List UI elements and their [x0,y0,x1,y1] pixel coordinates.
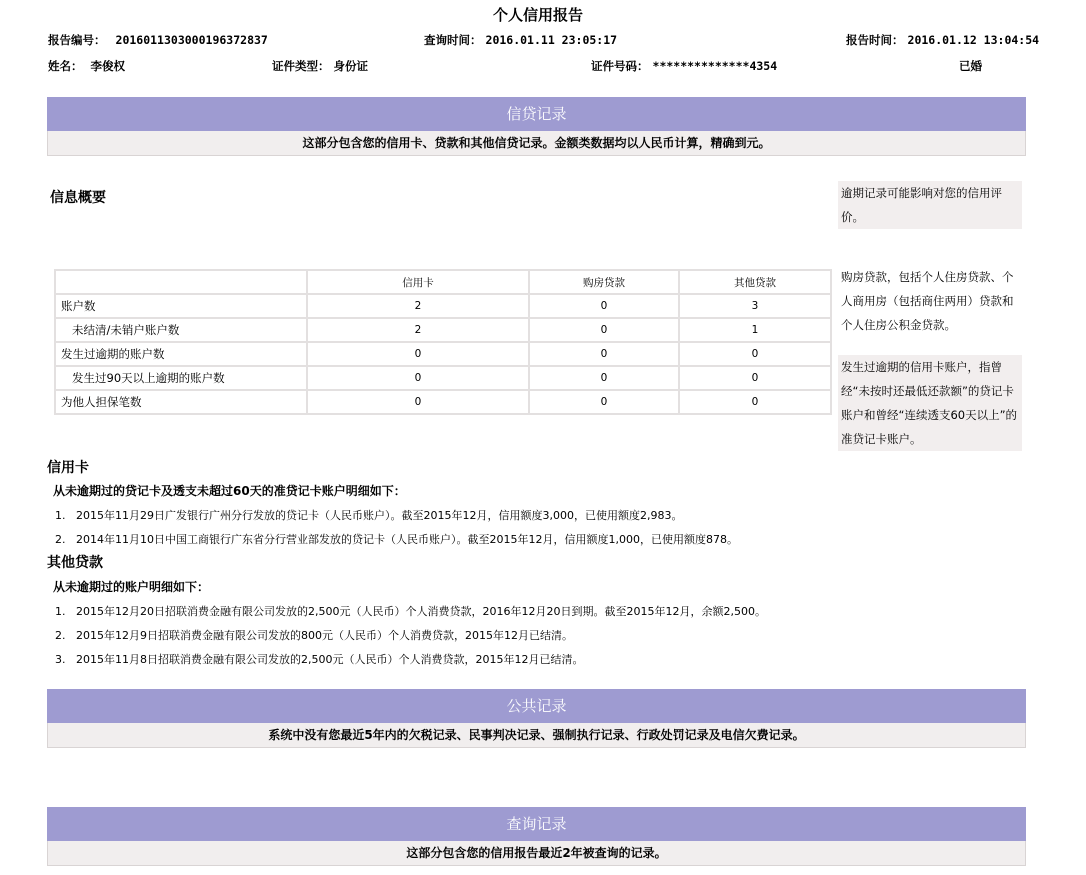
list-item [55,531,738,547]
id-type [272,58,368,74]
list-item-text: 2015年11月8日招联消费金融有限公司发放的2,500元（人民币）个人消费贷款，2015年12月已结清。 [76,653,584,666]
list-item-text: 2015年12月20日招联消费金融有限公司发放的2,500元（人民币）个人消费贷款，2016年12月20日到期。截至2015年12月，余额2,500。 [76,605,766,618]
table-cell: 0 [529,366,679,390]
list-item [55,507,682,523]
id-number-value: **************4354 [652,59,778,73]
table-cell: 0 [529,342,679,366]
table-cell: 2 [307,318,529,342]
id-number [591,58,777,74]
list-item-text: 2014年11月10日中国工商银行广东省分行营业部发放的贷记卡（人民币账户）。截至2015年12月，信用额度1,000，已使用额度878。 [76,533,738,546]
table-row [55,294,831,318]
table-cell: 2 [307,294,529,318]
query-section-header: 查询记录 [47,807,1026,841]
public-section-subtitle: 系统中没有您最近5年内的欠税记录、民事判决记录、强制执行记录、行政处罚记录及电信欠费记录。 [47,723,1026,748]
list-item-number: 2. [55,629,66,642]
marital-status: 已婚 [959,59,982,73]
list-item-text: 2015年12月9日招联消费金融有限公司发放的800元（人民币）个人消费贷款，2015年12月已结清。 [76,629,573,642]
credit-card-heading: 信用卡 [47,460,89,476]
report-time-value: 2016.01.12 13:04:54 [907,33,1040,47]
query-time-label: 查询时间： [424,33,482,47]
other-loans-heading: 其他贷款 [47,555,103,571]
table-cell: 0 [307,342,529,366]
table-cell: 0 [529,390,679,414]
table-cell: 0 [307,366,529,390]
table-row [55,342,831,366]
name-value: 李俊权 [90,59,126,73]
side-note-housing-loan: 购房贷款，包括个人住房贷款、个人商用房（包括商住两用）贷款和个人住房公积金贷款。 [838,265,1022,337]
list-item-number: 3. [55,653,66,666]
table-header-cell: 购房贷款 [529,270,679,294]
row-label: 未结清/未销户账户数 [55,318,307,342]
query-time [424,32,617,48]
person-name [48,58,125,74]
table-cell: 0 [529,294,679,318]
row-label: 账户数 [55,294,307,318]
id-type-label: 证件类型： [272,59,330,73]
query-section-subtitle: 这部分包含您的信用报告最近2年被查询的记录。 [47,841,1026,866]
credit-section-header: 信贷记录 [47,97,1026,131]
report-number-label: 报告编号： [48,33,106,47]
table-cell: 0 [307,390,529,414]
side-note-overdue-card: 发生过逾期的信用卡账户，指曾经“未按时还最低还款额”的贷记卡账户和曾经“连续透支60天以上”的准贷记卡账户。 [838,355,1022,451]
report-time [846,32,1039,48]
table-header-cell: 信用卡 [307,270,529,294]
query-time-value: 2016.01.11 23:05:17 [485,33,618,47]
list-item [55,603,766,619]
list-item-number: 2. [55,533,66,546]
list-item [55,627,573,643]
public-section-header: 公共记录 [47,689,1026,723]
report-time-label: 报告时间： [846,33,904,47]
table-row [55,318,831,342]
table-cell: 0 [679,390,831,414]
row-label: 发生过90天以上逾期的账户数 [55,366,307,390]
other-loans-subheading: 从未逾期过的账户明细如下： [53,580,210,594]
row-label: 为他人担保笔数 [55,390,307,414]
id-type-value: 身份证 [333,59,369,73]
list-item-number: 1. [55,605,66,618]
table-cell: 0 [679,366,831,390]
table-row [55,390,831,414]
name-label: 姓名： [48,59,83,73]
id-number-label: 证件号码： [591,59,649,73]
credit-card-subheading: 从未逾期过的贷记卡及透支未超过60天的准贷记卡账户明细如下： [53,484,406,498]
row-label: 发生过逾期的账户数 [55,342,307,366]
list-item [55,651,583,667]
table-cell: 0 [679,342,831,366]
table-header-cell [55,270,307,294]
list-item-number: 1. [55,509,66,522]
table-header-row [55,270,831,294]
credit-section-subtitle: 这部分包含您的信用卡、贷款和其他信贷记录。金额类数据均以人民币计算，精确到元。 [47,131,1026,156]
table-cell: 0 [529,318,679,342]
table-row [55,366,831,390]
table-cell: 1 [679,318,831,342]
report-number [48,32,268,48]
report-number-value: 2016011303000196372837 [115,33,268,47]
list-item-text: 2015年11月29日广发银行广州分行发放的贷记卡（人民币账户）。截至2015年12月，信用额度3,000，已使用额度2,983。 [76,509,683,522]
report-title: 个人信用报告 [492,6,583,24]
side-note-overdue: 逾期记录可能影响对您的信用评价。 [838,181,1022,229]
overview-table [54,269,832,415]
table-header-cell: 其他贷款 [679,270,831,294]
table-cell: 3 [679,294,831,318]
overview-heading: 信息概要 [50,190,106,206]
